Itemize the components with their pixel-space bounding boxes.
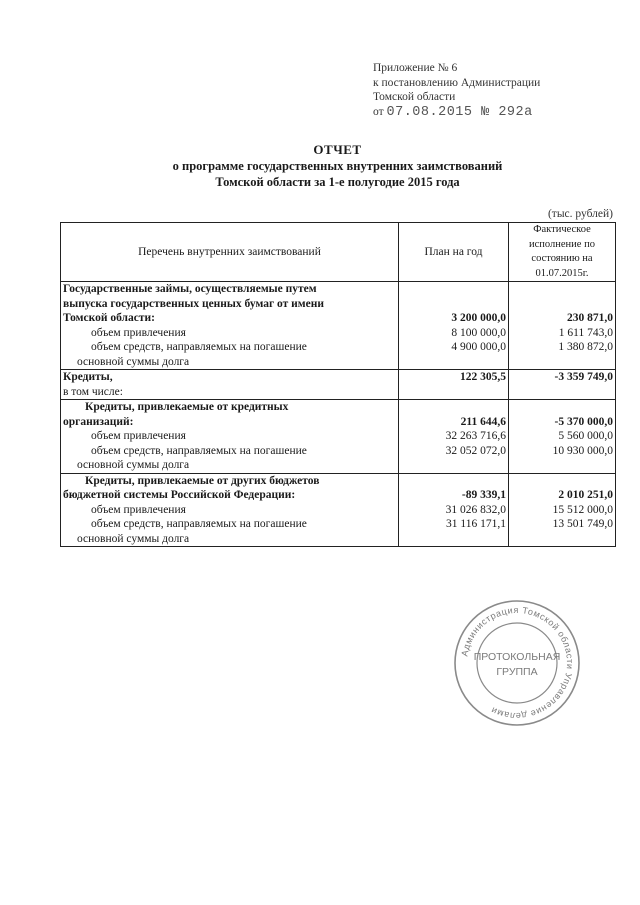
fact-cell: -5 370 000,0 5 560 000,0 10 930 000,0 (509, 400, 616, 474)
section-title: Государственные займы, осуществляемые путем выпуска государственных ценных бумаг от имени Томской области: объем привлечения объем средств, направляемых на погашение основной суммы долга (61, 282, 399, 370)
plan-cell: 3 200 000,0 8 100 000,0 4 900 000,0 (399, 282, 509, 370)
borrowings-table (60, 222, 616, 547)
stamp-center-line-2: ГРУППА (496, 666, 538, 678)
title-line-2: о программе государственных внутренних заимствований (172, 159, 503, 173)
stamp-center-line-1: ПРОТОКОЛЬНАЯ (473, 651, 561, 663)
stamp-ring-text: Администрация Томской области Управление делами (459, 604, 576, 722)
report-title (60, 142, 615, 190)
section-row-bank-credits (61, 400, 616, 474)
section-row-credits (61, 370, 616, 400)
annex-line-1: Приложение № 6 (373, 62, 458, 74)
stamp-inner-ring (477, 623, 557, 703)
annex-line-2: к постановлению Администрации (373, 76, 541, 89)
section-title: Кредиты, привлекаемые от других бюджетов бюджетной системы Российской Федерации: объем привлечения объем средств, направляемых на погашение основной суммы долга (61, 473, 399, 547)
section-title: Кредиты, привлекаемые от кредитных организаций: объем привлечения объем средств, направляемых на погашение основной суммы долга (61, 400, 399, 474)
header-list: Перечень внутренних заимствований (61, 223, 399, 282)
annex-date-line (373, 105, 540, 121)
header-fact: Фактическое исполнение по состоянию на 01.07.2015г. (509, 223, 616, 282)
official-stamp (452, 598, 582, 728)
annex-line-3: Томской области (373, 91, 456, 103)
fact-cell: 230 871,0 1 611 743,0 1 380 872,0 (509, 282, 616, 370)
title-line-3: Томской области за 1-е полугодие 2015 года (215, 175, 460, 189)
fact-cell: 2 010 251,0 15 512 000,0 13 501 749,0 (509, 473, 616, 547)
header-plan: План на год (399, 223, 509, 282)
annex-block (373, 61, 540, 120)
annex-date-prefix: от (373, 105, 384, 118)
fact-cell: -3 359 749,0 (509, 370, 616, 400)
title-line-1: ОТЧЕТ (313, 142, 362, 157)
section-title: Кредиты, в том числе: (61, 370, 399, 400)
section-row-budget-credits (61, 473, 616, 547)
plan-cell: -89 339,1 31 026 832,0 31 116 171,1 (399, 473, 509, 547)
section-row-bonds (61, 282, 616, 370)
stamp-outer-ring (455, 601, 579, 725)
plan-cell: 122 305,5 (399, 370, 509, 400)
table-header-row (61, 223, 616, 282)
annex-date-number: 07.08.2015 № 292а (386, 104, 533, 120)
units-note: (тыс. рублей) (547, 208, 613, 220)
plan-cell: 211 644,6 32 263 716,6 32 052 072,0 (399, 400, 509, 474)
